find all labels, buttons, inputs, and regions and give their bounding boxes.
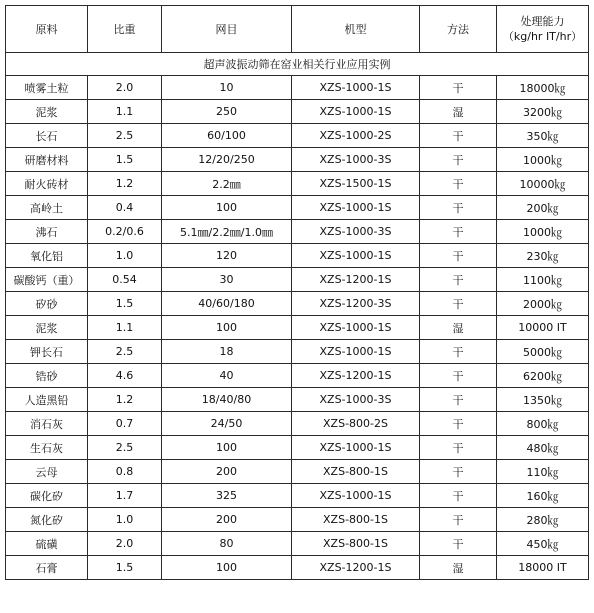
cell-capacity: 1000㎏ — [497, 220, 589, 244]
cell-material: 碳化矽 — [6, 484, 88, 508]
cell-method: 干 — [420, 196, 497, 220]
cell-model: XZS-1000-1S — [292, 76, 420, 100]
table-row — [6, 244, 589, 268]
cell-specific-gravity: 0.4 — [88, 196, 162, 220]
table-row — [6, 388, 589, 412]
cell-model: XZS-800-1S — [292, 460, 420, 484]
cell-capacity: 18000㎏ — [497, 76, 589, 100]
cell-method: 湿 — [420, 556, 497, 580]
cell-capacity: 1000㎏ — [497, 148, 589, 172]
cell-specific-gravity: 1.7 — [88, 484, 162, 508]
cell-mesh: 18/40/80 — [162, 388, 292, 412]
header-mesh: 网目 — [162, 6, 292, 53]
cell-method: 干 — [420, 364, 497, 388]
cell-mesh: 2.2㎜ — [162, 172, 292, 196]
cell-mesh: 250 — [162, 100, 292, 124]
table-row — [6, 124, 589, 148]
cell-method: 干 — [420, 508, 497, 532]
cell-capacity: 110㎏ — [497, 460, 589, 484]
header-row — [6, 6, 589, 53]
cell-model: XZS-1000-3S — [292, 220, 420, 244]
caption-row — [6, 53, 589, 76]
cell-material: 人造黑铅 — [6, 388, 88, 412]
header-model: 机型 — [292, 6, 420, 53]
cell-material: 锆砂 — [6, 364, 88, 388]
cell-method: 干 — [420, 124, 497, 148]
cell-model: XZS-1200-1S — [292, 364, 420, 388]
table-row — [6, 412, 589, 436]
cell-material: 研磨材料 — [6, 148, 88, 172]
table-row — [6, 532, 589, 556]
cell-model: XZS-1200-1S — [292, 268, 420, 292]
cell-model: XZS-1000-3S — [292, 148, 420, 172]
cell-method: 干 — [420, 244, 497, 268]
cell-mesh: 120 — [162, 244, 292, 268]
cell-material: 云母 — [6, 460, 88, 484]
cell-mesh: 100 — [162, 316, 292, 340]
table-row — [6, 148, 589, 172]
header-capacity — [497, 6, 589, 53]
table-row — [6, 292, 589, 316]
cell-model: XZS-800-1S — [292, 532, 420, 556]
cell-specific-gravity: 2.0 — [88, 532, 162, 556]
cell-capacity: 6200㎏ — [497, 364, 589, 388]
table-row — [6, 316, 589, 340]
cell-mesh: 12/20/250 — [162, 148, 292, 172]
table-row — [6, 484, 589, 508]
cell-specific-gravity: 0.54 — [88, 268, 162, 292]
cell-model: XZS-800-1S — [292, 508, 420, 532]
cell-specific-gravity: 1.5 — [88, 148, 162, 172]
cell-model: XZS-1000-2S — [292, 124, 420, 148]
cell-capacity: 800㎏ — [497, 412, 589, 436]
cell-method: 干 — [420, 340, 497, 364]
cell-specific-gravity: 1.1 — [88, 100, 162, 124]
cell-method: 干 — [420, 412, 497, 436]
table-row — [6, 340, 589, 364]
cell-method: 干 — [420, 76, 497, 100]
cell-model: XZS-1000-1S — [292, 100, 420, 124]
cell-material: 泥浆 — [6, 100, 88, 124]
cell-model: XZS-1000-1S — [292, 340, 420, 364]
cell-mesh: 100 — [162, 556, 292, 580]
cell-capacity: 3200㎏ — [497, 100, 589, 124]
cell-specific-gravity: 1.2 — [88, 172, 162, 196]
header-material: 原料 — [6, 6, 88, 53]
cell-material: 耐火砖材 — [6, 172, 88, 196]
cell-mesh: 40 — [162, 364, 292, 388]
cell-specific-gravity: 2.5 — [88, 340, 162, 364]
table-row — [6, 220, 589, 244]
cell-model: XZS-800-2S — [292, 412, 420, 436]
table-row — [6, 268, 589, 292]
cell-method: 干 — [420, 484, 497, 508]
cell-method: 干 — [420, 436, 497, 460]
cell-model: XZS-1000-1S — [292, 244, 420, 268]
cell-material: 高岭土 — [6, 196, 88, 220]
application-table-container — [5, 5, 589, 580]
cell-capacity: 1350㎏ — [497, 388, 589, 412]
cell-capacity: 18000 IT — [497, 556, 589, 580]
table-row — [6, 76, 589, 100]
cell-method: 干 — [420, 220, 497, 244]
cell-capacity: 230㎏ — [497, 244, 589, 268]
cell-specific-gravity: 0.8 — [88, 460, 162, 484]
cell-material: 长石 — [6, 124, 88, 148]
cell-model: XZS-1500-1S — [292, 172, 420, 196]
cell-model: XZS-1000-1S — [292, 484, 420, 508]
cell-mesh: 30 — [162, 268, 292, 292]
cell-capacity: 480㎏ — [497, 436, 589, 460]
table-caption: 超声波振动筛在窑业相关行业应用实例 — [6, 53, 589, 76]
cell-specific-gravity: 1.2 — [88, 388, 162, 412]
cell-specific-gravity: 1.5 — [88, 556, 162, 580]
cell-material: 消石灰 — [6, 412, 88, 436]
cell-method: 干 — [420, 268, 497, 292]
table-row — [6, 100, 589, 124]
cell-mesh: 325 — [162, 484, 292, 508]
cell-specific-gravity: 2.5 — [88, 124, 162, 148]
table-row — [6, 172, 589, 196]
cell-method: 干 — [420, 148, 497, 172]
cell-material: 氮化矽 — [6, 508, 88, 532]
cell-method: 干 — [420, 172, 497, 196]
cell-capacity: 200㎏ — [497, 196, 589, 220]
cell-material: 氧化铝 — [6, 244, 88, 268]
cell-method: 湿 — [420, 316, 497, 340]
cell-method: 干 — [420, 292, 497, 316]
cell-mesh: 10 — [162, 76, 292, 100]
table-row — [6, 508, 589, 532]
cell-method: 干 — [420, 460, 497, 484]
cell-specific-gravity: 2.0 — [88, 76, 162, 100]
cell-capacity: 1100㎏ — [497, 268, 589, 292]
table-row — [6, 364, 589, 388]
cell-capacity: 280㎏ — [497, 508, 589, 532]
cell-model: XZS-1000-3S — [292, 388, 420, 412]
cell-capacity: 350㎏ — [497, 124, 589, 148]
cell-material: 泥浆 — [6, 316, 88, 340]
cell-material: 硫磺 — [6, 532, 88, 556]
cell-mesh: 200 — [162, 460, 292, 484]
cell-capacity: 450㎏ — [497, 532, 589, 556]
cell-specific-gravity: 4.6 — [88, 364, 162, 388]
cell-specific-gravity: 2.5 — [88, 436, 162, 460]
cell-specific-gravity: 1.1 — [88, 316, 162, 340]
cell-capacity: 10000 IT — [497, 316, 589, 340]
header-capacity-label: 处理能力 — [520, 15, 565, 28]
cell-mesh: 100 — [162, 436, 292, 460]
cell-mesh: 24/50 — [162, 412, 292, 436]
cell-mesh: 80 — [162, 532, 292, 556]
cell-mesh: 60/100 — [162, 124, 292, 148]
table-row — [6, 196, 589, 220]
cell-capacity: 160㎏ — [497, 484, 589, 508]
cell-material: 石膏 — [6, 556, 88, 580]
cell-material: 沸石 — [6, 220, 88, 244]
cell-specific-gravity: 1.0 — [88, 508, 162, 532]
cell-capacity: 5000㎏ — [497, 340, 589, 364]
cell-material: 生石灰 — [6, 436, 88, 460]
cell-material: 钾长石 — [6, 340, 88, 364]
header-specific-gravity: 比重 — [88, 6, 162, 53]
cell-method: 湿 — [420, 100, 497, 124]
cell-capacity: 10000㎏ — [497, 172, 589, 196]
cell-method: 干 — [420, 388, 497, 412]
cell-model: XZS-1200-1S — [292, 556, 420, 580]
cell-method: 干 — [420, 532, 497, 556]
cell-model: XZS-1000-1S — [292, 316, 420, 340]
cell-model: XZS-1000-1S — [292, 196, 420, 220]
table-row — [6, 460, 589, 484]
cell-material: 碳酸钙（重） — [6, 268, 88, 292]
cell-mesh: 200 — [162, 508, 292, 532]
table-row — [6, 436, 589, 460]
cell-material: 喷雾土粒 — [6, 76, 88, 100]
cell-model: XZS-1000-1S — [292, 436, 420, 460]
application-table — [5, 5, 589, 580]
header-capacity-unit: （kg/hr IT/hr） — [502, 30, 583, 43]
cell-model: XZS-1200-3S — [292, 292, 420, 316]
cell-capacity: 2000㎏ — [497, 292, 589, 316]
cell-specific-gravity: 1.0 — [88, 244, 162, 268]
cell-specific-gravity: 0.7 — [88, 412, 162, 436]
cell-mesh: 100 — [162, 196, 292, 220]
cell-mesh: 5.1㎜/2.2㎜/1.0㎜ — [162, 220, 292, 244]
table-row — [6, 556, 589, 580]
cell-mesh: 40/60/180 — [162, 292, 292, 316]
cell-material: 矽砂 — [6, 292, 88, 316]
header-method: 方法 — [420, 6, 497, 53]
cell-mesh: 18 — [162, 340, 292, 364]
cell-specific-gravity: 0.2/0.6 — [88, 220, 162, 244]
cell-specific-gravity: 1.5 — [88, 292, 162, 316]
